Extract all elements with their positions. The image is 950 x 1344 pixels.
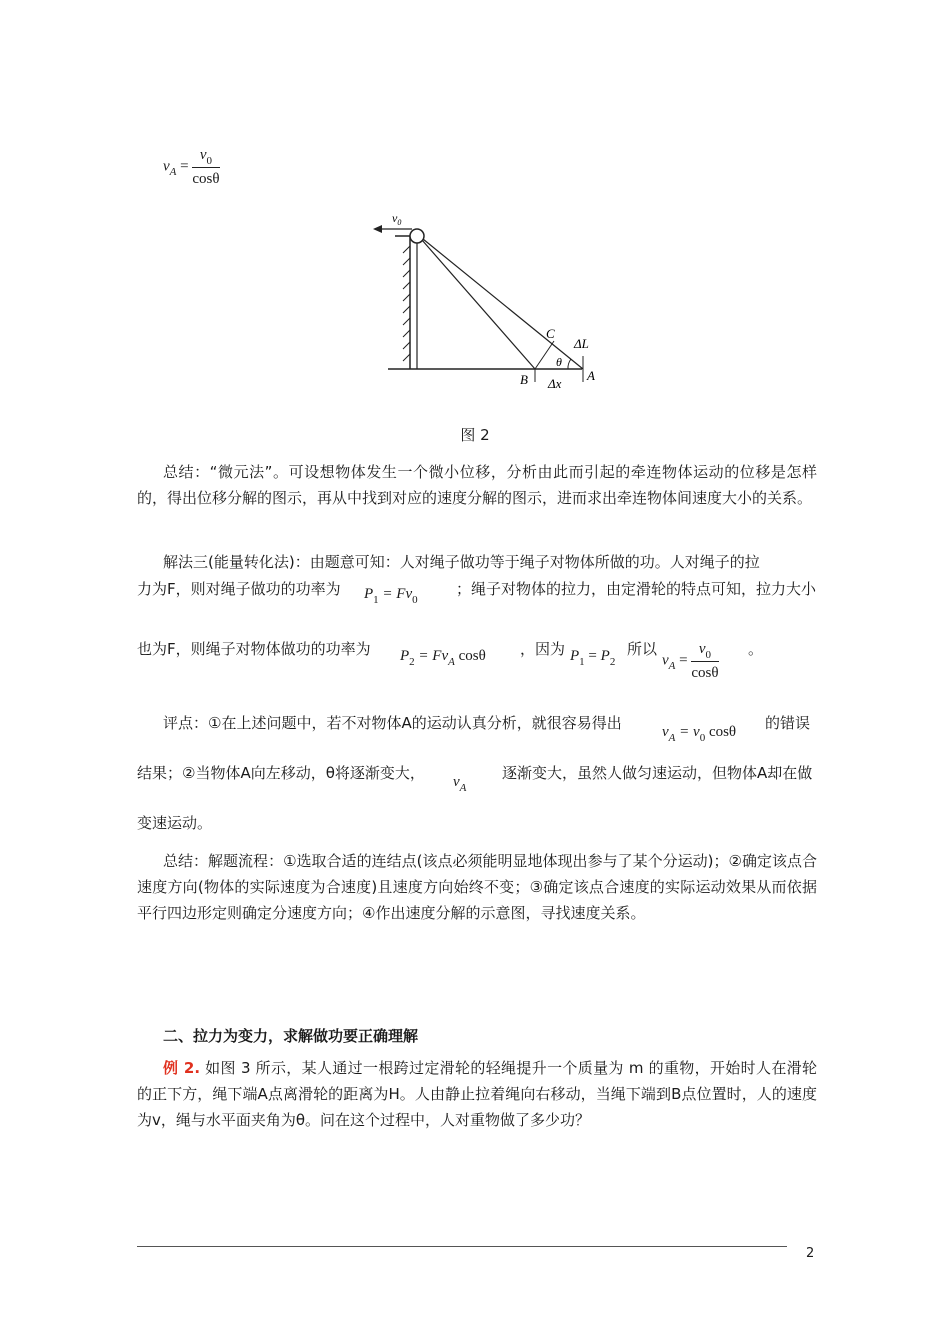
section-heading: 二、拉力为变力，求解做功要正确理解 <box>163 1027 419 1045</box>
eq-p1: P <box>570 648 580 664</box>
segment-BC <box>535 341 554 369</box>
figure-2-diagram <box>360 206 610 402</box>
formula-numerator <box>192 146 219 168</box>
formula-num-v: v <box>199 147 207 163</box>
footer-rule <box>137 1246 787 1247</box>
page-number: 2 <box>806 1246 815 1261</box>
p1-subscript: 1 <box>373 594 379 606</box>
p1-rhs: = Fv <box>382 586 413 602</box>
summary-solution-process: 总结：解题流程：①选取合适的连结点(该点必须能明显地体现出参与了某个分运动)；②确定该点合速度方向(物体的实际速度为合速度)且速度方向始终不变；③确定该点合速度的实际运动效果从而依据平行四边形定则确定分速度方向；④作出速度分解的示意图，寻找速度关系。 <box>137 852 817 922</box>
p2-subscript: 2 <box>409 656 415 668</box>
p2-rhs-subscript: A <box>448 656 455 668</box>
formula-p1 <box>364 586 418 606</box>
eq-p2: P <box>600 648 610 664</box>
wrong-cos: cosθ <box>708 724 737 740</box>
eq-p2-sub: 2 <box>609 656 616 668</box>
formula-num-sub: 0 <box>206 155 213 167</box>
va3-symbol: v <box>662 652 669 669</box>
comment-line3: 变速运动。 <box>137 814 213 832</box>
wrong-va: v <box>662 724 669 740</box>
formula-wrong-result <box>662 724 737 744</box>
label-theta: θ <box>556 355 562 369</box>
eq-p1-sub: 1 <box>579 656 585 668</box>
inline-va: v <box>453 774 460 790</box>
example-label: 例 2. <box>163 1059 201 1077</box>
formula-va-top <box>163 146 220 188</box>
va3-num-v: v <box>698 641 706 657</box>
formula-p2 <box>400 648 486 668</box>
label-dx: Δx <box>548 376 562 391</box>
p2-cos: cosθ <box>458 648 486 664</box>
v0-label: $v_0$ <box>392 211 402 227</box>
formula-va-subscript: A <box>169 166 177 179</box>
formula-p1-eq-p2 <box>570 648 616 668</box>
v0-arrowhead <box>373 225 382 233</box>
comment-line2-a: 结果；②当物体A向左移动，θ将逐渐变大， <box>137 764 425 782</box>
figure-2-caption: 图 2 <box>460 426 490 444</box>
method3-line1: 解法三(能量转化法)：由题意可知：人对绳子做功等于绳子对物体所做的功。人对绳子的拉 <box>163 553 760 571</box>
rope-to-B <box>422 240 535 369</box>
va3-equals: = <box>679 652 688 669</box>
method3-line2-a: 力为F，则对绳子做功的功率为 <box>137 580 341 598</box>
theta-arc <box>568 359 571 369</box>
method3-line3-b: ，因为 <box>520 640 566 658</box>
va3-numerator <box>691 640 718 662</box>
method3-line3-end: 。 <box>748 640 764 658</box>
wall-hatching <box>403 246 410 361</box>
va3-num-sub: 0 <box>705 649 712 661</box>
rope-to-A <box>423 239 583 369</box>
comment-line1-b: 的错误 <box>765 714 811 732</box>
formula-equals: = <box>180 158 189 175</box>
label-B: B <box>520 372 528 387</box>
wrong-rhs-sub: 0 <box>699 732 706 744</box>
p1-symbol: P <box>364 586 374 602</box>
formula-va-method3 <box>662 640 719 682</box>
p1-rhs-subscript: 0 <box>412 594 418 606</box>
comment-line2-b: 逐渐变大，虽然人做匀速运动，但物体A却在做 <box>502 764 813 782</box>
label-C: C <box>546 326 555 341</box>
inline-va-sub: A <box>459 782 467 794</box>
example-text: 如图 3 所示，某人通过一根跨过定滑轮的轻绳提升一个质量为 m 的重物，开始时人在滑轮的正下方，绳下端A点离滑轮的距离为H。人由静止拉着绳向右移动，当绳下端到B点位置时，人的速度为v，绳与水平面夹角为θ。问在这个过程中，人对重物做了多少功？ <box>137 1059 818 1129</box>
formula-denominator: cosθ <box>192 171 220 187</box>
method3-line2-b: ；绳子对物体的拉力，由定滑轮的特点可知，拉力大小 <box>456 580 817 598</box>
example-2-paragraph <box>137 1055 817 1133</box>
formula-fraction <box>192 146 219 188</box>
formula-va-symbol-inline <box>453 774 467 794</box>
va3-fraction <box>691 640 718 682</box>
wrong-va-sub: A <box>668 732 676 744</box>
method3-line3-c: 所以 <box>627 640 658 658</box>
formula-va-symbol: v <box>163 158 170 175</box>
wrong-rhs: = v <box>679 724 700 740</box>
pulley <box>410 229 424 243</box>
summary-micro-element: 总结：“微元法”。可设想物体发生一个微小位移，分析由此而引起的牵连物体运动的位移是怎样的，得出位移分解的图示，再从中找到对应的速度分解的图示，进而求出牵连物体间速度大小的关系。 <box>137 463 817 507</box>
va3-subscript: A <box>668 660 676 673</box>
method3-line3-a: 也为F，则绳子对物体做功的功率为 <box>137 640 371 658</box>
p2-rhs: = Fv <box>418 648 449 664</box>
comment-line1-a: 评点：①在上述问题中，若不对物体A的运动认真分析，就很容易得出 <box>163 714 622 732</box>
label-A: A <box>587 368 595 383</box>
p2-symbol: P <box>400 648 410 664</box>
label-dL: ΔL <box>574 336 589 351</box>
va3-denominator: cosθ <box>691 665 719 681</box>
eq-sign: = <box>588 648 597 664</box>
